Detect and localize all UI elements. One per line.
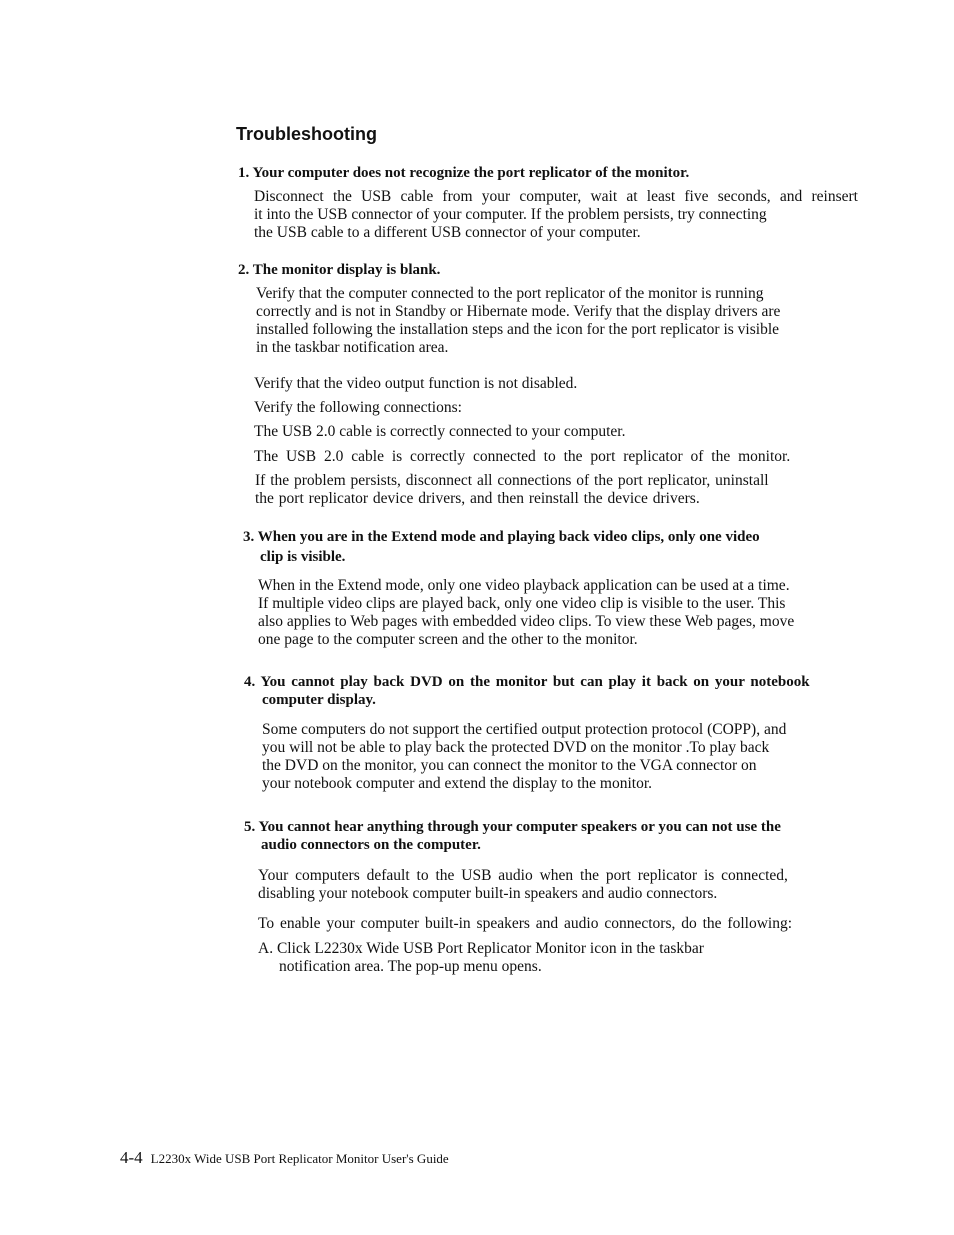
section-2-paragraph-3	[254, 399, 462, 417]
text-line: installed following the installation steps and the icon for the port replicator is visible	[256, 321, 780, 338]
section-1-title: 1. Your computer does not recognize the port replicator of the monitor.	[238, 165, 690, 181]
section-1-paragraph	[254, 188, 858, 242]
text-line: correctly and is not in Standby or Hibernate mode. Verify that the display drivers are	[256, 303, 781, 320]
page-title: Troubleshooting	[236, 124, 377, 144]
text-line: notification area. The pop-up menu opens.	[279, 958, 542, 975]
text-line: the DVD on the monitor, you can connect the monitor to the VGA connector on	[262, 757, 757, 774]
section-2-title: 2. The monitor display is blank.	[238, 262, 441, 278]
text-line: in the taskbar notification area.	[256, 339, 449, 356]
text-line: The USB 2.0 cable is correctly connected to the port replicator of the monitor.	[254, 448, 791, 465]
section-5-paragraph-2	[258, 915, 792, 933]
title-line: clip is visible.	[260, 549, 346, 565]
text-line: If multiple video clips are played back, only one video clip is visible to the user. This	[258, 595, 786, 612]
text-line: A. Click L2230x Wide USB Port Replicator Monitor icon in the taskbar	[258, 940, 704, 957]
section-5-title	[244, 818, 781, 854]
text-line: Verify the following connections:	[254, 399, 462, 416]
text-line: When in the Extend mode, only one video playback application can be used at a time.	[258, 577, 790, 594]
text-line: Disconnect the USB cable from your computer, wait at least five seconds, and reinsert	[254, 188, 858, 205]
section-3-paragraph	[258, 577, 882, 649]
text-line: Verify that the video output function is not disabled.	[254, 375, 578, 392]
text-line: Verify that the computer connected to the port replicator of the monitor is running	[256, 285, 764, 302]
page-footer	[120, 1148, 449, 1168]
text-line: the port replicator device drivers, and then reinstall the device drivers.	[255, 490, 700, 507]
title-line: 4. You cannot play back DVD on the monitor but can play it back on your notebook	[244, 674, 810, 690]
text-line: your notebook computer and extend the display to the monitor.	[262, 775, 653, 792]
section-4-title	[244, 673, 810, 709]
text-line: If the problem persists, disconnect all connections of the port replicator, uninstall	[255, 472, 769, 489]
text-line: disabling your notebook computer built-in speakers and audio connectors.	[258, 885, 718, 902]
text-line: The USB 2.0 cable is correctly connected to your computer.	[254, 423, 626, 440]
section-2-paragraph-6	[255, 472, 837, 508]
title-line: 3. When you are in the Extend mode and playing back video clips, only one video	[243, 529, 760, 545]
section-2-paragraph-2	[254, 375, 577, 393]
title-line: audio connectors on the computer.	[261, 837, 481, 853]
section-4-paragraph	[262, 721, 870, 793]
text-line: To enable your computer built-in speakers and audio connectors, do the following:	[258, 915, 792, 932]
title-line: 5. You cannot hear anything through your computer speakers or you can not use the	[244, 819, 781, 835]
page-number: 4-4	[120, 1148, 143, 1167]
section-2-paragraph-5	[254, 448, 836, 466]
guide-title: L2230x Wide USB Port Replicator Monitor User's Guide	[150, 1151, 449, 1166]
section-5-paragraph-1	[258, 867, 856, 903]
section-3-title	[243, 528, 760, 566]
section-2-paragraph-1	[256, 285, 860, 357]
text-line: also applies to Web pages with embedded video clips. To view these Web pages, move	[258, 613, 795, 630]
text-line: Your computers default to the USB audio when the port replicator is connected,	[258, 867, 788, 884]
text-line: the USB cable to a different USB connector of your computer.	[254, 224, 641, 241]
text-line: you will not be able to play back the protected DVD on the monitor .To play back	[262, 739, 770, 756]
text-line: one page to the computer screen and the other to the monitor.	[258, 631, 638, 648]
section-5-step-a	[258, 940, 704, 976]
text-line: Some computers do not support the certified output protection protocol (COPP), and	[262, 721, 787, 738]
text-line: it into the USB connector of your computer. If the problem persists, try connecting	[254, 206, 767, 223]
title-line: computer display.	[262, 692, 376, 708]
section-2-paragraph-4	[254, 423, 625, 441]
